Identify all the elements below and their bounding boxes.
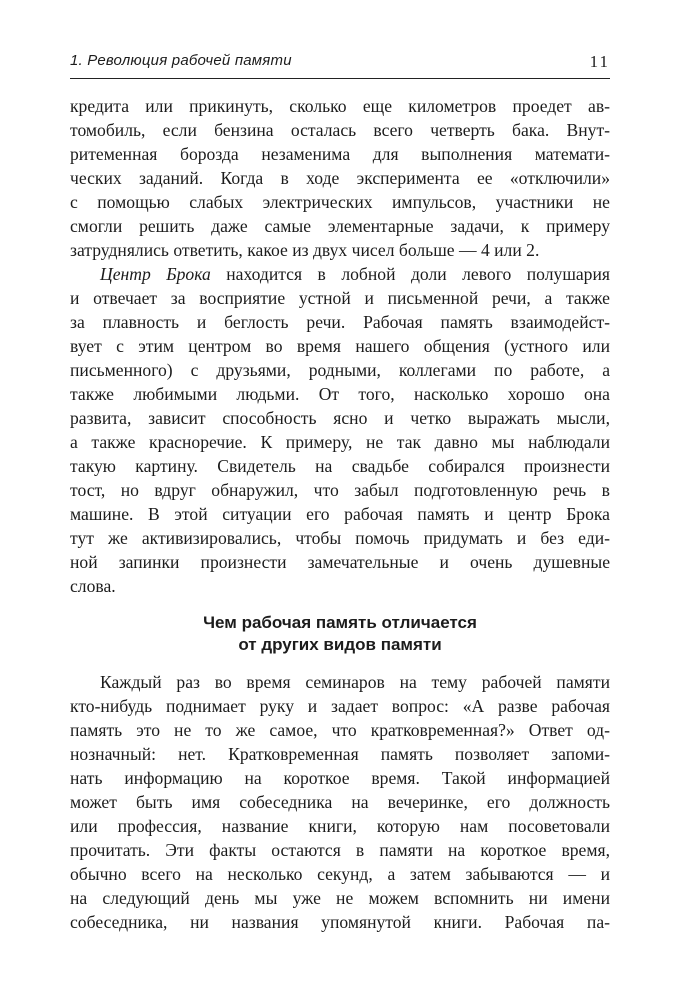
paragraph-line: также любимыми людьми. От того, насколько хорошо она [70, 384, 610, 404]
paragraph-line: обычно всего на несколько секунд, а затем забываются — и [70, 864, 610, 884]
paragraph-line: нозначный: нет. Кратковременная память позволяет запоми- [70, 744, 610, 764]
paragraph-line: тут же активизировались, чтобы помочь придумать и без еди- [70, 528, 610, 548]
paragraph-line: тост, но вдруг обнаружил, что забыл подготовленную речь в [70, 480, 610, 500]
paragraph-line: с помощью слабых электрических импульсов, участники не [70, 192, 610, 212]
section-heading-line-1: Чем рабочая память отличается [203, 613, 477, 632]
page-number: 11 [589, 52, 610, 71]
chapter-title: 1. Революция рабочей памяти [70, 52, 292, 69]
section-heading-line-2: от других видов памяти [238, 635, 442, 654]
paragraph-line: развита, зависит способность ясно и четко выражать мысли, [70, 408, 610, 428]
term-broca-center: Центр Брока [100, 264, 211, 284]
paragraph-line: затруднялись ответить, какое из двух чисел больше — 4 или 2. [70, 240, 540, 260]
paragraph-line: кредита или прикинуть, сколько еще километров проедет ав- [70, 96, 610, 116]
paragraph-line: ной запинки произнести замечательные и очень душевные [70, 552, 610, 572]
paragraph-line: прочитать. Эти факты остаются в памяти на короткое время, [70, 840, 610, 860]
paragraph-line: такую картину. Свидетель на свадьбе собирался произнести [70, 456, 610, 476]
paragraph-line: а также красноречие. К примеру, не так давно мы наблюдали [70, 432, 610, 452]
paragraph-line: томобиль, если бензина осталась всего четверть бака. Внут- [70, 120, 610, 140]
paragraph-line: или профессия, название книги, которую нам посоветовали [70, 816, 610, 836]
paragraph-line: смогли решить даже самые элементарные задачи, к примеру [70, 216, 610, 236]
paragraph-line: письменного) с друзьями, родными, коллегами по работе, а [70, 360, 610, 380]
header-rule [70, 78, 610, 79]
paragraph-line: за плавность и беглость речи. Рабочая память взаимодейст- [70, 312, 610, 332]
paragraph-line: ческих заданий. Когда в ходе эксперимента ее «отключили» [70, 168, 610, 188]
paragraph-line: нать информацию на короткое время. Такой информацией [70, 768, 610, 788]
paragraph-line: кто-нибудь поднимает руку и задает вопрос: «А разве рабочая [70, 696, 610, 716]
paragraph-line: на следующий день мы уже не можем вспомнить ни имени [70, 888, 610, 908]
paragraph-first-line: Каждый раз во время семинаров на тему рабочей памяти [100, 672, 610, 692]
paragraph-line: память это не то же самое, что кратковременная?» Ответ од- [70, 720, 610, 740]
paragraph-line: собеседника, ни названия упомянутой книги. Рабочая па- [70, 912, 610, 932]
running-head [70, 52, 610, 74]
paragraph-line: и отвечает за восприятие устной и письменной речи, а также [70, 288, 610, 308]
paragraph-first-line [100, 262, 610, 286]
paragraph-line: может быть имя собеседника на вечеринке, его должность [70, 792, 610, 812]
paragraph-line: ритеменная борозда незаменима для выполнения математи- [70, 144, 610, 164]
paragraph-line-rest: находится в лобной доли левого полушария [210, 264, 610, 284]
paragraph-line: вует с этим центром во время нашего общения (устного или [70, 336, 610, 356]
paragraph-line: машине. В этой ситуации его рабочая память и центр Брока [70, 504, 610, 524]
paragraph-line: слова. [70, 576, 116, 596]
